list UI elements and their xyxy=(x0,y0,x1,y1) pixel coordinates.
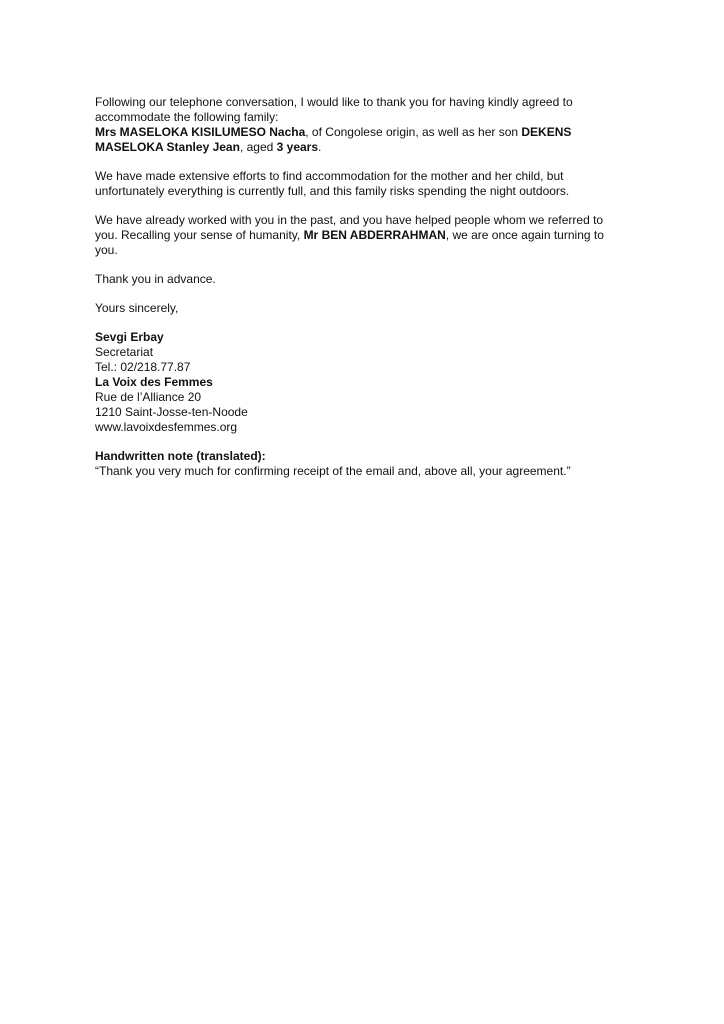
text-line xyxy=(95,125,655,140)
organization-name: La Voix des Femmes xyxy=(95,375,213,389)
recipient-name: Mr BEN ABDERRAHMAN xyxy=(303,228,446,242)
son-name-part-1: DEKENS xyxy=(521,125,572,139)
address-street: Rue de l’Alliance 20 xyxy=(95,390,202,404)
letter-page xyxy=(95,95,655,479)
paragraph-efforts xyxy=(95,169,655,199)
text-line: We have made extensive efforts to find accommodation for the mother and her child, but xyxy=(95,169,564,183)
closing xyxy=(95,301,655,316)
text-line: Following our telephone conversation, I would like to thank you for having kindly agreed to xyxy=(95,95,573,109)
paragraph-thanks xyxy=(95,95,655,155)
text-line: Yours sincerely, xyxy=(95,301,179,315)
text-fragment: . xyxy=(318,140,322,154)
text-line: Thank you in advance. xyxy=(95,272,216,286)
text-line xyxy=(95,228,655,243)
son-age: 3 years xyxy=(276,140,319,154)
handwritten-note xyxy=(95,449,655,479)
mother-name: Mrs MASELOKA KISILUMESO Nacha xyxy=(95,125,306,139)
note-text: “Thank you very much for confirming receipt of the email and, above all, your agreement.” xyxy=(95,464,571,478)
signatory-phone: Tel.: 02/218.77.87 xyxy=(95,360,191,374)
text-line xyxy=(95,140,655,155)
text-fragment: you. Recalling your sense of humanity, xyxy=(95,228,304,242)
text-fragment: , aged xyxy=(239,140,277,154)
paragraph-past-work xyxy=(95,213,655,258)
signatory-name: Sevgi Erbay xyxy=(95,330,164,344)
website-link: www.lavoixdesfemmes.org xyxy=(95,420,238,434)
text-fragment: , we are once again turning to xyxy=(445,228,604,242)
note-heading: Handwritten note (translated): xyxy=(95,449,266,463)
text-line: unfortunately everything is currently full, and this family risks spending the night outdoors. xyxy=(95,184,570,198)
text-line: We have already worked with you in the past, and you have helped people whom we referred to xyxy=(95,213,604,227)
signatory-role: Secretariat xyxy=(95,345,154,359)
son-name-part-2: MASELOKA Stanley Jean xyxy=(95,140,240,154)
text-line: accommodate the following family: xyxy=(95,110,279,124)
text-fragment: , of Congolese origin, as well as her son xyxy=(305,125,522,139)
text-line: you. xyxy=(95,243,118,257)
signature-block xyxy=(95,330,655,435)
address-city: 1210 Saint-Josse-ten-Noode xyxy=(95,405,248,419)
paragraph-thank-you xyxy=(95,272,655,287)
